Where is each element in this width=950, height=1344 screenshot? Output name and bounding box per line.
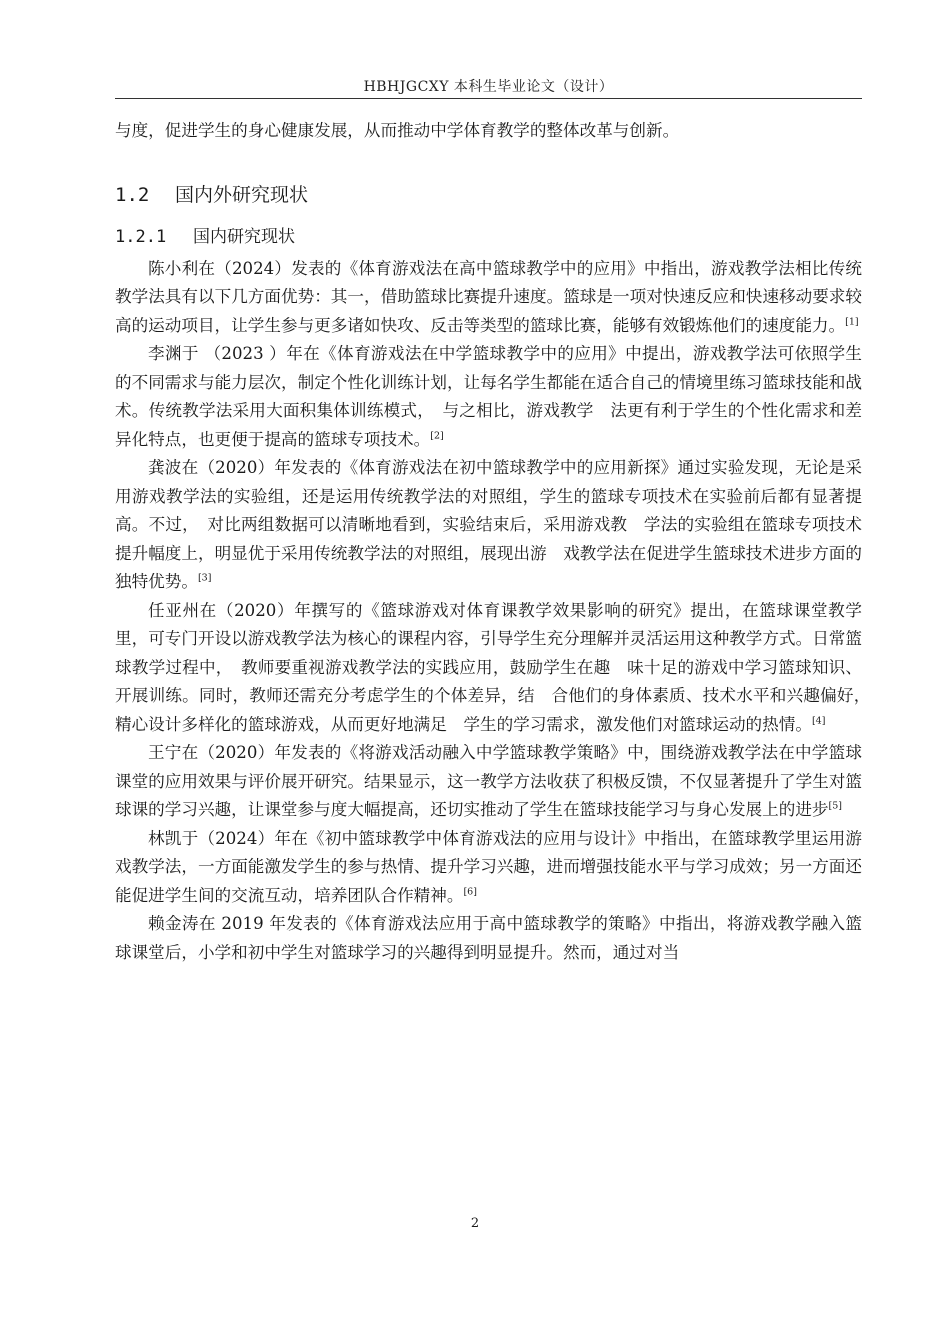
paragraph-text: 赖金涛在 2019 年发表的《体育游戏法应用于高中篮球教学的策略》中指出，将游戏教学融入篮球课堂后，小学和初中学生对篮球学习的兴趣得到明显提升。然而，通过对当: [115, 914, 862, 962]
citation-ref[interactable]: [4]: [811, 714, 826, 726]
citation-ref[interactable]: [3]: [197, 572, 212, 584]
paragraph-text: 龚波在（2020）年发表的《体育游戏法在初中篮球教学中的应用新探》通过实验发现，无论是采用游戏教学法的实验组，还是运用传统教学法的对照组，学生的篮球专项技术在实验前后都有显著提高。不过， 对比两组数据可以清晰地看到，实验结束后，采用游戏教 学法的实验组在篮球专项技术提升幅度上，明显优于采用传统教学法的对照组，展现出游 戏教学法在促进学生篮球技术进步方面的独特优势。: [115, 458, 862, 591]
paragraph-li: [115, 340, 862, 454]
paragraph-lai: [115, 910, 862, 967]
subsection-number: 1.2.1: [115, 226, 167, 247]
paragraph-ren: [115, 597, 879, 740]
paragraph-text: 李渊于 （2023 ）年在《体育游戏法在中学篮球教学中的应用》中提出，游戏教学法可依照学生的不同需求与能力层次，制定个性化训练计划，让每名学生都能在适合自己的情境里练习篮球技能和战术。传统教学法采用大面积集体训练模式， 与之相比，游戏教学 法更有利于学生的个性化需求和差异化特点，也更便于提高的篮球专项技术。: [115, 344, 862, 449]
paragraph-text: 任亚州在（2020）年撰写的《篮球游戏对体育课教学效果影响的研究》提出，在篮球课堂教学里，可专门开设以游戏教学法为核心的课程内容，引导学生充分理解并灵活运用这种教学方式。日常篮球教学过程中， 教师要重视游戏教学法的实践应用，鼓励学生在趣 味十足的游戏中学习篮球知识、开展训练。同时，教师还需充分考虑学生的个体差异，结 合他们的身体素质、技术水平和兴趣偏好， 精心设计多样化的篮球游戏，从而更好地满足 学生的学习需求，激发他们对篮球运动的热情。: [115, 600, 879, 734]
section-heading: [115, 181, 862, 209]
paragraph-text: 林凯于（2024）年在《初中篮球教学中体育游戏法的应用与设计》中指出，在篮球教学里运用游戏教学法，一方面能激发学生的参与热情、提升学习兴趣，进而增强技能水平与学习成效；另一方面还能促进学生间的交流互动，培养团队合作精神。: [115, 828, 862, 905]
citation-ref[interactable]: [1]: [845, 315, 859, 327]
section-number: 1.2: [115, 183, 150, 206]
citation-ref[interactable]: [5]: [828, 800, 842, 812]
paragraph-lin: [115, 825, 862, 911]
subsection-title: 国内研究现状: [193, 226, 295, 247]
running-header: HBHJGCXY 本科生毕业论文（设计）: [363, 79, 614, 95]
citation-ref[interactable]: [6]: [463, 885, 477, 897]
paragraph-chen: [115, 255, 862, 341]
citation-ref[interactable]: [2]: [430, 429, 444, 441]
section-title: 国内外研究现状: [175, 183, 309, 206]
header-rule: [115, 98, 862, 99]
subsection-heading: [115, 223, 862, 251]
page-number: 2: [470, 1216, 480, 1231]
lead-paragraph: 与度，促进学生的身心健康发展，从而推动中学体育教学的整体改革与创新。: [115, 121, 680, 140]
paragraph-text: 王宁在（2020）年发表的《将游戏活动融入中学篮球教学策略》中，围绕游戏教学法在中学篮球课堂的应用效果与评价展开研究。结果显示，这一教学方法收获了积极反馈，不仅显著提升了学生对篮球课的学习兴趣，让课堂参与度大幅提高，还切实推动了学生在篮球技能学习与身心发展上的进步: [115, 743, 862, 819]
paragraph-text: 陈小利在（2024）发表的《体育游戏法在高中篮球教学中的应用》中指出，游戏教学法相比传统教学法具有以下几方面优势：其一，借助篮球比赛提升速度。篮球是一项对快速反应和快速移动要求较高的运动项目，让学生参与更多诸如快攻、反击等类型的篮球比赛，能够有效锻炼他们的速度能力。: [115, 258, 862, 335]
body-content: [115, 117, 879, 967]
paragraph-gong: [115, 454, 862, 597]
paragraph-wang: [115, 739, 862, 825]
